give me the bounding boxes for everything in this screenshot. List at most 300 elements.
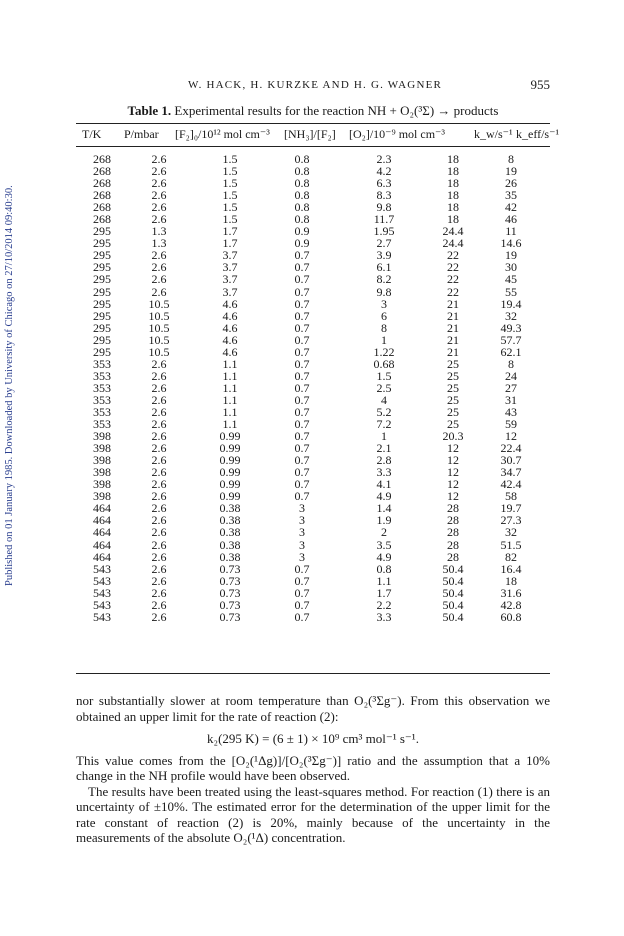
cell-kw: 25 — [447, 392, 459, 407]
cell-pressure: 2.6 — [151, 404, 167, 419]
header-o2-concentration: [O₂]/10⁻⁹ mol cm⁻³ — [349, 127, 445, 141]
header-pressure: P/mbar — [124, 127, 159, 141]
cell-o2-concentration: 7.2 — [376, 417, 392, 432]
cell-keff: 14.6 — [500, 236, 522, 251]
cell-kw: 25 — [447, 368, 459, 383]
cell-temperature: 295 — [93, 224, 111, 239]
table-caption-label: Table 1. — [127, 103, 172, 118]
table-row — [76, 382, 550, 394]
cell-o2-concentration: 2.2 — [376, 597, 392, 612]
cell-temperature: 295 — [93, 272, 111, 287]
cell-nh3-f2-ratio: 3 — [299, 525, 305, 540]
cell-o2-concentration: 2.5 — [376, 380, 392, 395]
cell-kw: 25 — [447, 380, 459, 395]
cell-pressure: 2.6 — [151, 260, 167, 275]
cell-kw: 21 — [447, 320, 459, 335]
cell-kw: 21 — [447, 308, 459, 323]
cell-kw: 18 — [447, 200, 459, 215]
cell-kw: 21 — [447, 344, 459, 359]
cell-temperature: 295 — [93, 320, 111, 335]
cell-keff: 19 — [505, 248, 517, 263]
cell-kw: 18 — [447, 164, 459, 179]
header-keff: k_eff/s⁻¹ — [516, 127, 560, 141]
cell-temperature: 295 — [93, 248, 111, 263]
cell-nh3-f2-ratio: 0.7 — [294, 561, 310, 576]
cell-o2-concentration: 4.9 — [376, 549, 392, 564]
cell-kw: 12 — [447, 441, 459, 456]
cell-keff: 51.5 — [500, 537, 522, 552]
cell-keff: 62.1 — [500, 344, 522, 359]
cell-f2-concentration: 4.6 — [222, 308, 238, 323]
cell-nh3-f2-ratio: 0.8 — [294, 212, 310, 227]
cell-f2-concentration: 1.7 — [222, 236, 238, 251]
cell-nh3-f2-ratio: 0.7 — [294, 332, 310, 347]
cell-f2-concentration: 4.6 — [222, 296, 238, 311]
cell-pressure: 10.5 — [148, 332, 170, 347]
cell-nh3-f2-ratio: 0.7 — [294, 248, 310, 263]
cell-nh3-f2-ratio: 0.7 — [294, 429, 310, 444]
cell-keff: 22.4 — [500, 441, 522, 456]
cell-o2-concentration: 6 — [381, 308, 387, 323]
cell-keff: 45 — [505, 272, 517, 287]
table-row — [76, 261, 550, 273]
cell-keff: 49.3 — [500, 320, 522, 335]
cell-pressure: 2.6 — [151, 537, 167, 552]
cell-kw: 18 — [447, 188, 459, 203]
paragraph-3: The results have been treated using the least-squares method. For reaction (1) there is an uncertainty of ±10%. The estimated error for the determination of the upper limit for the rate constant of reaction (2) is 20%, mainly because of the uncertainty in the measurements of the absolute O₂(¹Δ) concentration. — [76, 783, 550, 845]
cell-pressure: 2.6 — [151, 549, 167, 564]
cell-o2-concentration: 11.7 — [373, 212, 395, 227]
cell-temperature: 543 — [93, 573, 111, 588]
cell-keff: 32 — [505, 308, 517, 323]
download-notice-text: Published on 01 January 1985. Downloaded by University of Chicago on 27/10/2014 09:40:30. — [4, 185, 15, 586]
cell-pressure: 2.6 — [151, 188, 167, 203]
cell-o2-concentration: 3.3 — [376, 465, 392, 480]
cell-nh3-f2-ratio: 0.9 — [294, 224, 310, 239]
cell-temperature: 268 — [93, 188, 111, 203]
table-row — [76, 358, 550, 370]
cell-o2-concentration: 3.5 — [376, 537, 392, 552]
cell-f2-concentration: 0.38 — [219, 549, 241, 564]
cell-kw: 24.4 — [442, 236, 464, 251]
table-row — [76, 273, 550, 285]
cell-o2-concentration: 6.1 — [376, 260, 392, 275]
cell-kw: 18 — [447, 212, 459, 227]
cell-pressure: 1.3 — [151, 236, 167, 251]
cell-pressure: 2.6 — [151, 176, 167, 191]
cell-kw: 50.4 — [442, 573, 464, 588]
download-notice — [2, 156, 16, 586]
cell-f2-concentration: 1.1 — [222, 380, 238, 395]
cell-keff: 31.6 — [500, 585, 522, 600]
cell-keff: 42.4 — [500, 477, 522, 492]
cell-kw: 28 — [447, 549, 459, 564]
cell-f2-concentration: 0.99 — [219, 429, 241, 444]
cell-kw: 22 — [447, 284, 459, 299]
cell-o2-concentration: 9.8 — [376, 284, 392, 299]
cell-nh3-f2-ratio: 0.7 — [294, 344, 310, 359]
cell-pressure: 2.6 — [151, 561, 167, 576]
table-header-row — [76, 124, 560, 144]
cell-kw: 28 — [447, 525, 459, 540]
cell-keff: 32 — [505, 525, 517, 540]
cell-pressure: 2.6 — [151, 477, 167, 492]
cell-pressure: 2.6 — [151, 248, 167, 263]
cell-keff: 60.8 — [500, 609, 522, 624]
cell-nh3-f2-ratio: 0.8 — [294, 152, 310, 166]
cell-temperature: 295 — [93, 236, 111, 251]
cell-temperature: 543 — [93, 597, 111, 612]
page-number: 955 — [530, 77, 550, 92]
table-row — [76, 454, 550, 466]
cell-keff: 31 — [505, 392, 517, 407]
cell-pressure: 2.6 — [151, 212, 167, 227]
cell-f2-concentration: 0.73 — [219, 597, 241, 612]
cell-o2-concentration: 0.68 — [373, 356, 395, 371]
table-row — [76, 334, 550, 346]
cell-f2-concentration: 0.99 — [219, 441, 241, 456]
cell-temperature: 464 — [93, 525, 111, 540]
cell-temperature: 353 — [93, 404, 111, 419]
table-bottom-rule — [76, 673, 550, 674]
cell-temperature: 353 — [93, 392, 111, 407]
cell-temperature: 268 — [93, 200, 111, 215]
cell-keff: 12 — [505, 429, 517, 444]
rate-equation: k₂(295 K) = (6 ± 1) × 10⁹ cm³ mol⁻¹ s⁻¹. — [207, 731, 419, 746]
cell-temperature: 398 — [93, 489, 111, 504]
cell-keff: 42.8 — [500, 597, 522, 612]
cell-o2-concentration: 1.5 — [376, 368, 392, 383]
cell-keff: 34.7 — [500, 465, 522, 480]
cell-o2-concentration: 2 — [381, 525, 387, 540]
cell-temperature: 353 — [93, 380, 111, 395]
cell-keff: 30 — [505, 260, 517, 275]
cell-f2-concentration: 0.99 — [219, 489, 241, 504]
table-caption-text: Experimental results for the reaction NH + O₂(³Σ) → products — [174, 103, 499, 118]
cell-kw: 21 — [447, 296, 459, 311]
cell-keff: 19.7 — [500, 501, 522, 516]
cell-kw: 22 — [447, 248, 459, 263]
cell-f2-concentration: 0.38 — [219, 537, 241, 552]
cell-nh3-f2-ratio: 3 — [299, 513, 305, 528]
cell-o2-concentration: 9.8 — [376, 200, 392, 215]
cell-f2-concentration: 4.6 — [222, 320, 238, 335]
cell-f2-concentration: 3.7 — [222, 272, 238, 287]
cell-nh3-f2-ratio: 0.7 — [294, 477, 310, 492]
cell-keff: 46 — [505, 212, 517, 227]
cell-o2-concentration: 1.22 — [373, 344, 395, 359]
header-nh3-f2-ratio: [NH₃]/[F₂] — [284, 127, 336, 141]
cell-pressure: 10.5 — [148, 320, 170, 335]
table-row — [76, 551, 550, 563]
cell-keff: 82 — [505, 549, 517, 564]
cell-pressure: 2.6 — [151, 489, 167, 504]
table-row — [76, 563, 550, 575]
results-table — [76, 153, 550, 623]
table-row — [76, 430, 550, 442]
cell-pressure: 2.6 — [151, 525, 167, 540]
cell-f2-concentration: 1.5 — [222, 164, 238, 179]
table-row — [76, 599, 550, 611]
cell-f2-concentration: 0.38 — [219, 513, 241, 528]
cell-keff: 11 — [505, 224, 517, 239]
cell-f2-concentration: 0.99 — [219, 465, 241, 480]
cell-keff: 26 — [505, 176, 517, 191]
cell-kw: 18 — [447, 176, 459, 191]
cell-nh3-f2-ratio: 0.8 — [294, 176, 310, 191]
cell-temperature: 295 — [93, 296, 111, 311]
cell-temperature: 268 — [93, 164, 111, 179]
table-row — [76, 611, 550, 623]
cell-kw: 25 — [447, 356, 459, 371]
cell-o2-concentration: 8.2 — [376, 272, 392, 287]
cell-o2-concentration: 4.1 — [376, 477, 392, 492]
table-row — [76, 225, 550, 237]
body-text — [76, 693, 550, 846]
table-row — [76, 587, 550, 599]
cell-o2-concentration: 3.3 — [376, 609, 392, 624]
cell-pressure: 2.6 — [151, 441, 167, 456]
cell-f2-concentration: 0.73 — [219, 561, 241, 576]
cell-keff: 27.3 — [500, 513, 522, 528]
table-row — [76, 165, 550, 177]
cell-temperature: 353 — [93, 356, 111, 371]
cell-temperature: 398 — [93, 465, 111, 480]
cell-keff: 57.7 — [500, 332, 522, 347]
cell-nh3-f2-ratio: 0.7 — [294, 609, 310, 624]
cell-f2-concentration: 1.1 — [222, 356, 238, 371]
cell-o2-concentration: 6.3 — [376, 176, 392, 191]
cell-o2-concentration: 8.3 — [376, 188, 392, 203]
cell-f2-concentration: 3.7 — [222, 260, 238, 275]
cell-temperature: 543 — [93, 561, 111, 576]
cell-keff: 42 — [505, 200, 517, 215]
cell-temperature: 398 — [93, 453, 111, 468]
cell-temperature: 353 — [93, 368, 111, 383]
cell-kw: 28 — [447, 501, 459, 516]
cell-nh3-f2-ratio: 0.7 — [294, 465, 310, 480]
cell-f2-concentration: 0.99 — [219, 453, 241, 468]
cell-pressure: 2.6 — [151, 609, 167, 624]
cell-temperature: 295 — [93, 260, 111, 275]
cell-kw: 22 — [447, 272, 459, 287]
table-row — [76, 514, 550, 526]
cell-pressure: 2.6 — [151, 573, 167, 588]
cell-pressure: 2.6 — [151, 380, 167, 395]
cell-f2-concentration: 1.1 — [222, 368, 238, 383]
cell-f2-concentration: 4.6 — [222, 344, 238, 359]
cell-temperature: 398 — [93, 441, 111, 456]
cell-keff: 19.4 — [500, 296, 522, 311]
cell-f2-concentration: 0.73 — [219, 573, 241, 588]
cell-temperature: 543 — [93, 609, 111, 624]
table-row — [76, 189, 550, 201]
cell-kw: 20.3 — [442, 429, 464, 444]
cell-pressure: 10.5 — [148, 308, 170, 323]
header-f2-concentration: [F₂]₀/10¹² mol cm⁻³ — [175, 127, 270, 141]
cell-pressure: 2.6 — [151, 597, 167, 612]
cell-kw: 12 — [447, 489, 459, 504]
table-caption — [76, 103, 550, 119]
cell-nh3-f2-ratio: 0.8 — [294, 164, 310, 179]
paragraph-2: This value comes from the [O₂(¹Δg)]/[O₂(³Σg⁻)] ratio and the assumption that a 10% change in the NH profile would have been observed. — [76, 752, 550, 783]
cell-pressure: 2.6 — [151, 200, 167, 215]
results-table-body — [76, 153, 550, 623]
cell-nh3-f2-ratio: 0.8 — [294, 188, 310, 203]
cell-pressure: 2.6 — [151, 513, 167, 528]
cell-nh3-f2-ratio: 0.7 — [294, 417, 310, 432]
table-row — [76, 370, 550, 382]
table-row — [76, 466, 550, 478]
cell-o2-concentration: 1.4 — [376, 501, 392, 516]
table-row — [76, 442, 550, 454]
cell-temperature: 295 — [93, 332, 111, 347]
cell-kw: 50.4 — [442, 585, 464, 600]
table-row — [76, 575, 550, 587]
cell-keff: 27 — [505, 380, 517, 395]
cell-pressure: 10.5 — [148, 296, 170, 311]
table-row — [76, 298, 550, 310]
cell-pressure: 2.6 — [151, 429, 167, 444]
cell-kw: 12 — [447, 465, 459, 480]
cell-f2-concentration: 0.73 — [219, 585, 241, 600]
cell-o2-concentration: 2.8 — [376, 453, 392, 468]
header-temperature: T/K — [82, 127, 102, 141]
table-row — [76, 310, 550, 322]
cell-pressure: 2.6 — [151, 152, 167, 166]
cell-kw: 24.4 — [442, 224, 464, 239]
cell-f2-concentration: 1.5 — [222, 212, 238, 227]
cell-o2-concentration: 1.95 — [373, 224, 395, 239]
cell-o2-concentration: 1 — [381, 332, 387, 347]
cell-temperature: 464 — [93, 501, 111, 516]
cell-pressure: 2.6 — [151, 272, 167, 287]
cell-f2-concentration: 1.1 — [222, 392, 238, 407]
cell-nh3-f2-ratio: 0.7 — [294, 489, 310, 504]
cell-pressure: 2.6 — [151, 453, 167, 468]
table-row — [76, 249, 550, 261]
cell-pressure: 2.6 — [151, 585, 167, 600]
cell-o2-concentration: 4.2 — [376, 164, 392, 179]
cell-temperature: 268 — [93, 152, 111, 166]
cell-temperature: 268 — [93, 176, 111, 191]
table-header-rule — [76, 146, 550, 147]
cell-keff: 59 — [505, 417, 517, 432]
cell-o2-concentration: 1.9 — [376, 513, 392, 528]
paragraph-1: nor substantially slower at room temperature than O₂(³Σg⁻). From this observation we obtained an upper limit for the rate of reaction (2): — [76, 693, 550, 724]
cell-nh3-f2-ratio: 3 — [299, 549, 305, 564]
cell-keff: 43 — [505, 404, 517, 419]
cell-temperature: 464 — [93, 549, 111, 564]
cell-pressure: 2.6 — [151, 284, 167, 299]
cell-temperature: 295 — [93, 308, 111, 323]
cell-nh3-f2-ratio: 3 — [299, 537, 305, 552]
running-header — [76, 77, 550, 93]
cell-kw: 50.4 — [442, 609, 464, 624]
cell-nh3-f2-ratio: 0.8 — [294, 200, 310, 215]
cell-nh3-f2-ratio: 0.7 — [294, 573, 310, 588]
cell-f2-concentration: 4.6 — [222, 332, 238, 347]
cell-pressure: 2.6 — [151, 392, 167, 407]
cell-pressure: 2.6 — [151, 501, 167, 516]
cell-f2-concentration: 1.1 — [222, 404, 238, 419]
table-row — [76, 177, 550, 189]
cell-kw: 28 — [447, 537, 459, 552]
table-row — [76, 394, 550, 406]
cell-f2-concentration: 0.73 — [219, 609, 241, 624]
cell-kw: 21 — [447, 332, 459, 347]
cell-o2-concentration: 4 — [381, 392, 387, 407]
cell-o2-concentration: 0.8 — [376, 561, 392, 576]
table-row — [76, 526, 550, 538]
cell-temperature: 543 — [93, 585, 111, 600]
cell-nh3-f2-ratio: 0.7 — [294, 356, 310, 371]
cell-o2-concentration: 4.9 — [376, 489, 392, 504]
cell-kw: 50.4 — [442, 597, 464, 612]
cell-o2-concentration: 1.1 — [376, 573, 392, 588]
cell-keff: 18 — [505, 573, 517, 588]
cell-keff: 55 — [505, 284, 517, 299]
cell-o2-concentration: 2.7 — [376, 236, 392, 251]
cell-o2-concentration: 1.7 — [376, 585, 392, 600]
cell-keff: 16.4 — [500, 561, 522, 576]
cell-keff: 24 — [505, 368, 517, 383]
table-row — [76, 418, 550, 430]
cell-f2-concentration: 0.38 — [219, 501, 241, 516]
cell-pressure: 1.3 — [151, 224, 167, 239]
cell-f2-concentration: 1.5 — [222, 200, 238, 215]
cell-nh3-f2-ratio: 0.7 — [294, 284, 310, 299]
table-row — [76, 346, 550, 358]
cell-nh3-f2-ratio: 0.7 — [294, 441, 310, 456]
cell-keff: 8 — [508, 152, 514, 166]
cell-nh3-f2-ratio: 0.7 — [294, 308, 310, 323]
table-row — [76, 201, 550, 213]
cell-nh3-f2-ratio: 3 — [299, 501, 305, 516]
table-row — [76, 502, 550, 514]
cell-o2-concentration: 2.3 — [376, 152, 392, 166]
cell-o2-concentration: 3 — [381, 296, 387, 311]
table-row — [76, 237, 550, 249]
cell-kw: 28 — [447, 513, 459, 528]
cell-f2-concentration: 0.99 — [219, 477, 241, 492]
cell-nh3-f2-ratio: 0.7 — [294, 296, 310, 311]
cell-temperature: 464 — [93, 513, 111, 528]
table-row — [76, 406, 550, 418]
cell-f2-concentration: 1.5 — [222, 152, 238, 166]
cell-keff: 58 — [505, 489, 517, 504]
header-kw: k_w/s⁻¹ — [474, 127, 513, 141]
cell-pressure: 10.5 — [148, 344, 170, 359]
cell-keff: 8 — [508, 356, 514, 371]
table-row — [76, 539, 550, 551]
cell-nh3-f2-ratio: 0.7 — [294, 404, 310, 419]
cell-o2-concentration: 2.1 — [376, 441, 392, 456]
cell-o2-concentration: 1 — [381, 429, 387, 444]
cell-pressure: 2.6 — [151, 164, 167, 179]
cell-pressure: 2.6 — [151, 356, 167, 371]
cell-temperature: 464 — [93, 537, 111, 552]
cell-f2-concentration: 1.5 — [222, 176, 238, 191]
cell-f2-concentration: 3.7 — [222, 248, 238, 263]
cell-temperature: 398 — [93, 429, 111, 444]
cell-kw: 18 — [447, 152, 459, 166]
cell-nh3-f2-ratio: 0.7 — [294, 368, 310, 383]
cell-pressure: 2.6 — [151, 465, 167, 480]
cell-temperature: 353 — [93, 417, 111, 432]
cell-keff: 30.7 — [500, 453, 522, 468]
cell-temperature: 295 — [93, 284, 111, 299]
